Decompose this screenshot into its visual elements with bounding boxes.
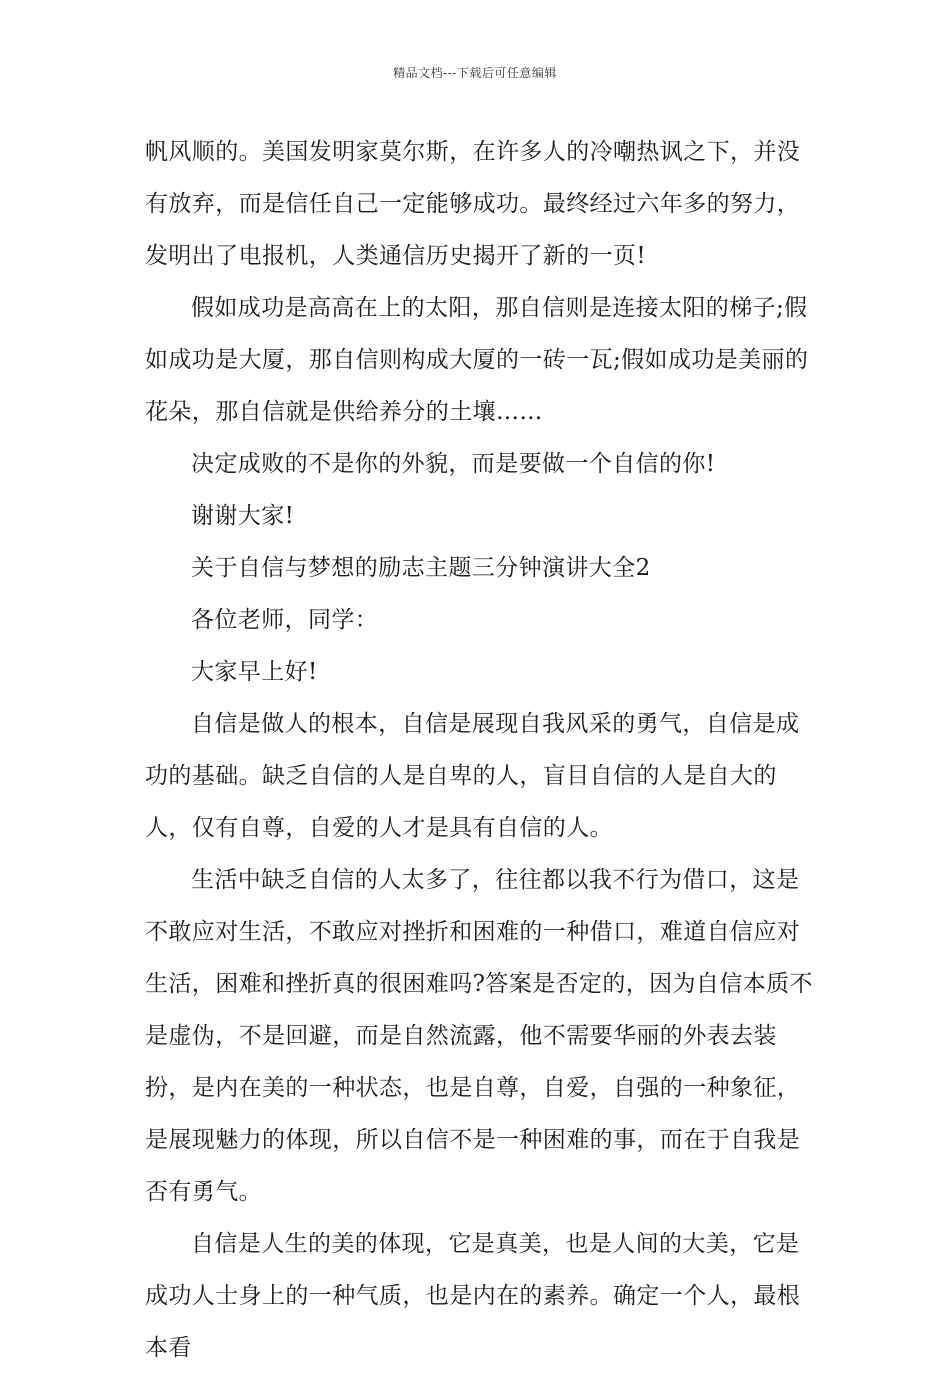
salutation: 各位老师，同学： xyxy=(191,607,379,633)
paragraph: 生活中缺乏自信的人太多了，往往都以我不行为借口，这是不敢应对生活，不敢应对挫折和困难的一种借口，难道自信应对生活，困难和挫折真的很困难吗?答案是否定的，因为自信本质不是虚伪，不是回避，而是自然流露，他不需要华丽的外表去装扮，是内在美的一种状态，也是自尊，自爱，自强的一种象征，是展现魅力的体现，所以自信不是一种困难的事，而在于自我是否有勇气。 xyxy=(145,867,813,1205)
section-title: 关于自信与梦想的励志主题三分钟演讲大全2 xyxy=(191,555,651,581)
document-body xyxy=(145,126,815,1374)
greeting: 大家早上好! xyxy=(191,659,318,685)
page-header: 精品文档---下载后可任意编辑 xyxy=(393,66,557,80)
paragraph-continuation: 帆风顺的。美国发明家莫尔斯，在许多人的冷嘲热讽之下，并没有放弃，而是信任自己一定能够成功。最终经过六年多的努力，发明出了电报机，人类通信历史揭开了新的一页! xyxy=(145,139,801,269)
paragraph: 自信是人生的美的体现，它是真美，也是人间的大美，它是成功人士身上的一种气质，也是内在的素养。确定一个人，最根本看 xyxy=(145,1231,801,1361)
paragraph: 自信是做人的根本，自信是展现自我风采的勇气，自信是成功的基础。缺乏自信的人是自卑的人，盲目自信的人是自大的人，仅有自尊，自爱的人才是具有自信的人。 xyxy=(145,711,800,841)
paragraph: 假如成功是高高在上的太阳，那自信则是连接太阳的梯子;假如成功是大厦，那自信则构成大厦的一砖一瓦;假如成功是美丽的花朵，那自信就是供给养分的土壤…… xyxy=(145,295,809,425)
paragraph: 谢谢大家! xyxy=(191,503,295,529)
paragraph: 决定成败的不是你的外貌，而是要做一个自信的你! xyxy=(191,451,716,477)
